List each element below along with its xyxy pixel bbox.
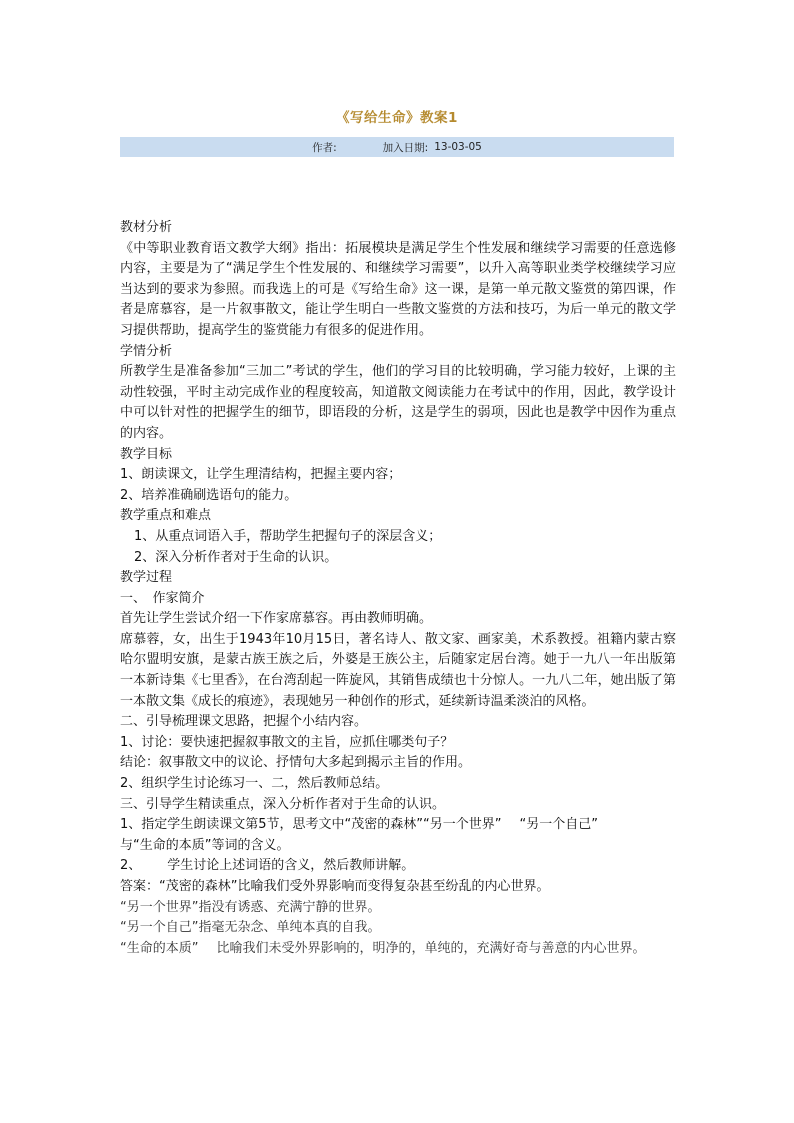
answer-4-text: 比喻我们未受外界影响的，明净的，单纯的，充满好奇与善意的内心世界。 <box>216 940 646 956</box>
meta-bar <box>120 137 674 157</box>
answer-line <box>120 877 676 898</box>
section-heading-material: 教材分析 <box>120 220 173 235</box>
material-paragraph: 《中等职业教育语文教学大纲》指出：拓展模块是满足学生个性发展和继续学习需要的任意选修内容，主要是为了“满足学生个性发展的、和继续学习需要”，以升入高等职业类学校继续学习应当达到的要求为参照。而我选上的可是《写给生命》这一课，是第一单元散文鉴赏的第四课，作者是席慕容，是一片叙事散文，能让学生明白一些散文鉴赏的方法和技巧，为后一单元的散文学习提供帮助，提高学生的鉴赏能力有很多的促进作用。 <box>120 240 676 338</box>
author-label: 作者: <box>312 141 337 154</box>
author-bio-paragraph: 席慕蓉，女，出生于1943年10月15日，著名诗人、散文家、画家美，术系教授。祖籍内蒙古察哈尔盟明安旗，是蒙古族王族之后，外婆是王族公主，后随家定居台湾。她于一九八一年出版第一本新诗集《七里香》，在台湾刮起一阵旋风，其销售成绩也十分惊人。一九八二年，她出版了第一本散文集《成长的痕迹》，表现她另一种创作的形式，延续新诗温柔淡泊的风格。 <box>120 631 676 709</box>
step1-heading: 一、 作家简介 <box>120 590 205 606</box>
step2-heading: 二、引导梳理课文思路，把握个小结内容。 <box>120 714 368 730</box>
document-body <box>120 218 676 959</box>
goal-item: 1、朗读课文，让学生理清结构，把握主要内容； <box>120 467 402 483</box>
step3-task2-number: 2、 <box>120 858 142 874</box>
step3-task1-part-b: “另一个自己” <box>519 817 598 833</box>
step3-task2 <box>120 856 676 877</box>
answer-4-term: “生命的本质” <box>120 940 199 956</box>
answer-2: “另一个世界”指没有诱惑、充满宁静的世界。 <box>120 899 381 915</box>
answer-4 <box>120 939 676 960</box>
section-heading-goals: 教学目标 <box>120 446 173 462</box>
step1-intro: 首先让学生尝试介绍一下作家席慕容。再由教师明确。 <box>120 611 433 627</box>
section-heading-focus: 教学重点和难点 <box>120 508 212 524</box>
step2-conclusion: 结论：叙事散文中的议论、抒情句大多起到揭示主旨的作用。 <box>120 755 472 771</box>
step3-heading: 三、引导学生精读重点，深入分析作者对于生命的认识。 <box>120 796 446 812</box>
section-heading-process: 教学过程 <box>120 570 173 586</box>
focus-item: 1、从重点词语入手，帮助学生把握句子的深层含义； <box>134 528 442 544</box>
focus-item: 2、深入分析作者对于生命的认识。 <box>134 549 338 565</box>
step2-task: 2、组织学生讨论练习一、二，然后教师总结。 <box>120 776 389 792</box>
step3-task1-cont: 与“生命的本质”等词的含义。 <box>120 837 290 853</box>
step3-task1 <box>120 815 676 836</box>
section-heading-students: 学情分析 <box>120 343 173 359</box>
step2-question: 1、讨论：要快速把握叙事散文的主旨，应抓住哪类句子？ <box>120 734 454 750</box>
answer-label: 答案： <box>120 879 160 894</box>
step3-task2-text: 学生讨论上述词语的含义，然后教师讲解。 <box>167 858 415 874</box>
answer-3: “另一个自己”指毫无杂念、单纯本真的自我。 <box>120 920 381 936</box>
answer-1: “茂密的森林”比喻我们受外界影响而变得复杂甚至纷乱的内心世界。 <box>159 879 550 894</box>
step3-task1-part-a: 1、指定学生朗读课文第5节，思考文中“茂密的森林”“另一个世界” <box>120 817 502 833</box>
goal-item: 2、培养准确刷选语句的能力。 <box>120 487 298 503</box>
date-value: 13-03-05 <box>434 141 482 153</box>
students-paragraph: 所教学生是准备参加“三加二”考试的学生，他们的学习目的比较明确，学习能力较好，上课的主动性较强，平时主动完成作业的程度较高，知道散文阅读能力在考试中的作用，因此，教学设计中可以针对性的把握学生的细节，即语段的分析，这是学生的弱项，因此也是教学中因作为重点的内容。 <box>120 364 676 441</box>
date-label: 加入日期: <box>382 141 429 154</box>
document-title: 《写给生命》教案1 <box>336 110 458 126</box>
